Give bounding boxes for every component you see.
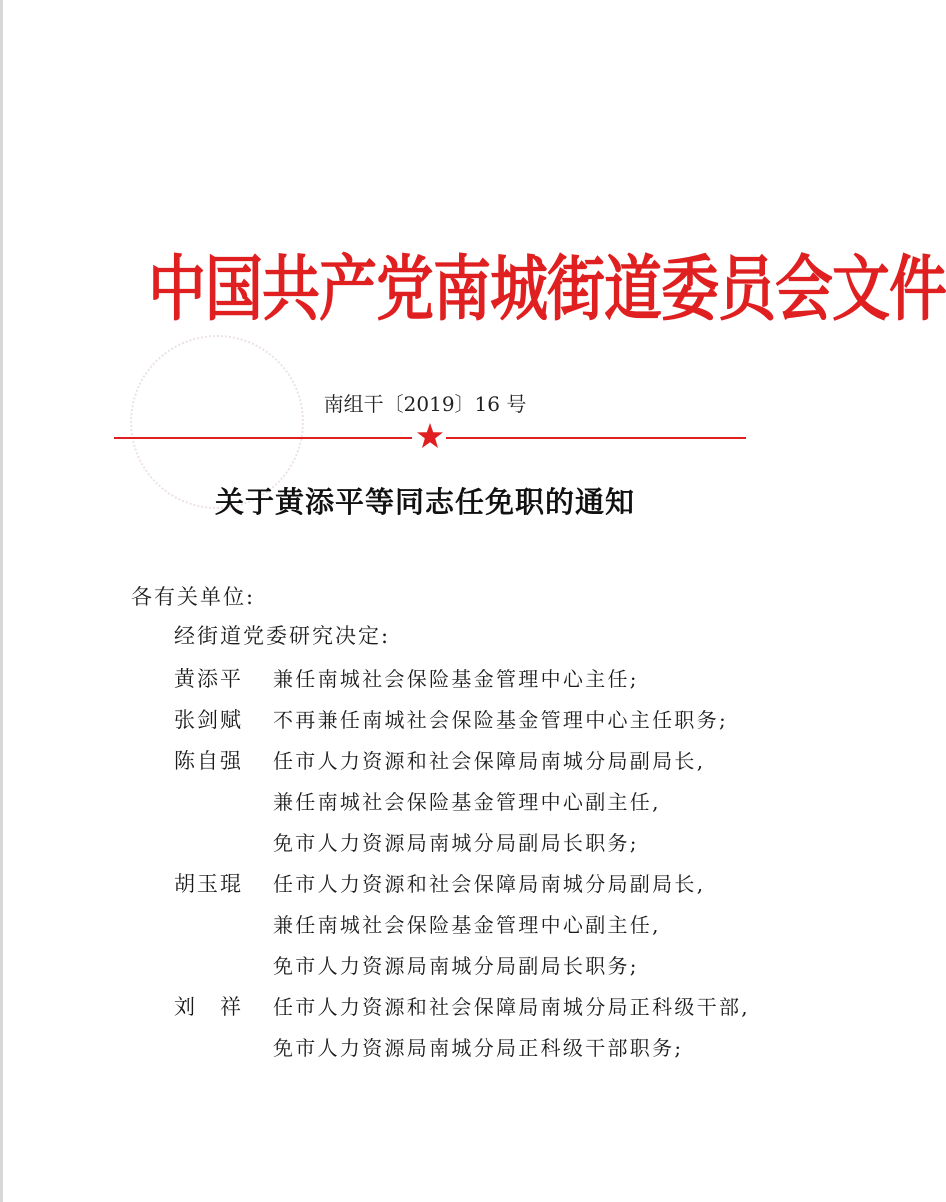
appointment-line: 免市人力资源局南城分局正科级干部职务; — [273, 1036, 684, 1060]
appointment-line: 免市人力资源局南城分局副局长职务; — [273, 954, 639, 978]
appointee-name: 张剑赋 — [174, 708, 243, 732]
appointment-line: 任市人力资源和社会保障局南城分局正科级干部, — [273, 995, 750, 1019]
appointment-entry — [0, 741, 850, 864]
appointment-details — [273, 659, 850, 700]
appointment-list — [0, 659, 850, 1069]
appointment-line: 兼任南城社会保险基金管理中心副主任, — [273, 790, 661, 814]
intro-line: 经街道党委研究决定: — [174, 624, 391, 648]
appointment-details — [273, 700, 850, 741]
document-number: 南组干〔2019〕16 号 — [323, 392, 527, 416]
appointment-details — [273, 741, 850, 864]
appointee-name: 黄添平 — [174, 667, 243, 691]
appointment-details — [273, 987, 850, 1069]
appointment-entry — [0, 987, 850, 1069]
red-rule-right — [446, 437, 746, 439]
appointment-line: 不再兼任南城社会保险基金管理中心主任职务; — [273, 708, 729, 732]
notice-title: 关于黄添平等同志任免职的通知 — [214, 485, 635, 519]
appointee-name: 刘 祥 — [174, 995, 243, 1019]
appointment-line: 免市人力资源局南城分局副局长职务; — [273, 831, 639, 855]
red-header-title: 中国共产党南城街道委员会文件 — [148, 247, 946, 331]
red-star-icon — [416, 422, 444, 450]
appointment-line: 任市人力资源和社会保障局南城分局副局长, — [273, 749, 706, 773]
appointment-entry — [0, 864, 850, 987]
appointment-entry — [0, 659, 850, 700]
appointee-name: 胡玉琨 — [174, 872, 243, 896]
appointment-line: 兼任南城社会保险基金管理中心副主任, — [273, 913, 661, 937]
appointment-entry — [0, 700, 850, 741]
appointee-name: 陈自强 — [174, 749, 243, 773]
appointment-details — [273, 864, 850, 987]
appointment-line: 兼任南城社会保险基金管理中心主任; — [273, 667, 639, 691]
salutation: 各有关单位: — [131, 585, 256, 609]
appointment-line: 任市人力资源和社会保障局南城分局副局长, — [273, 872, 706, 896]
red-rule-left — [114, 437, 412, 439]
